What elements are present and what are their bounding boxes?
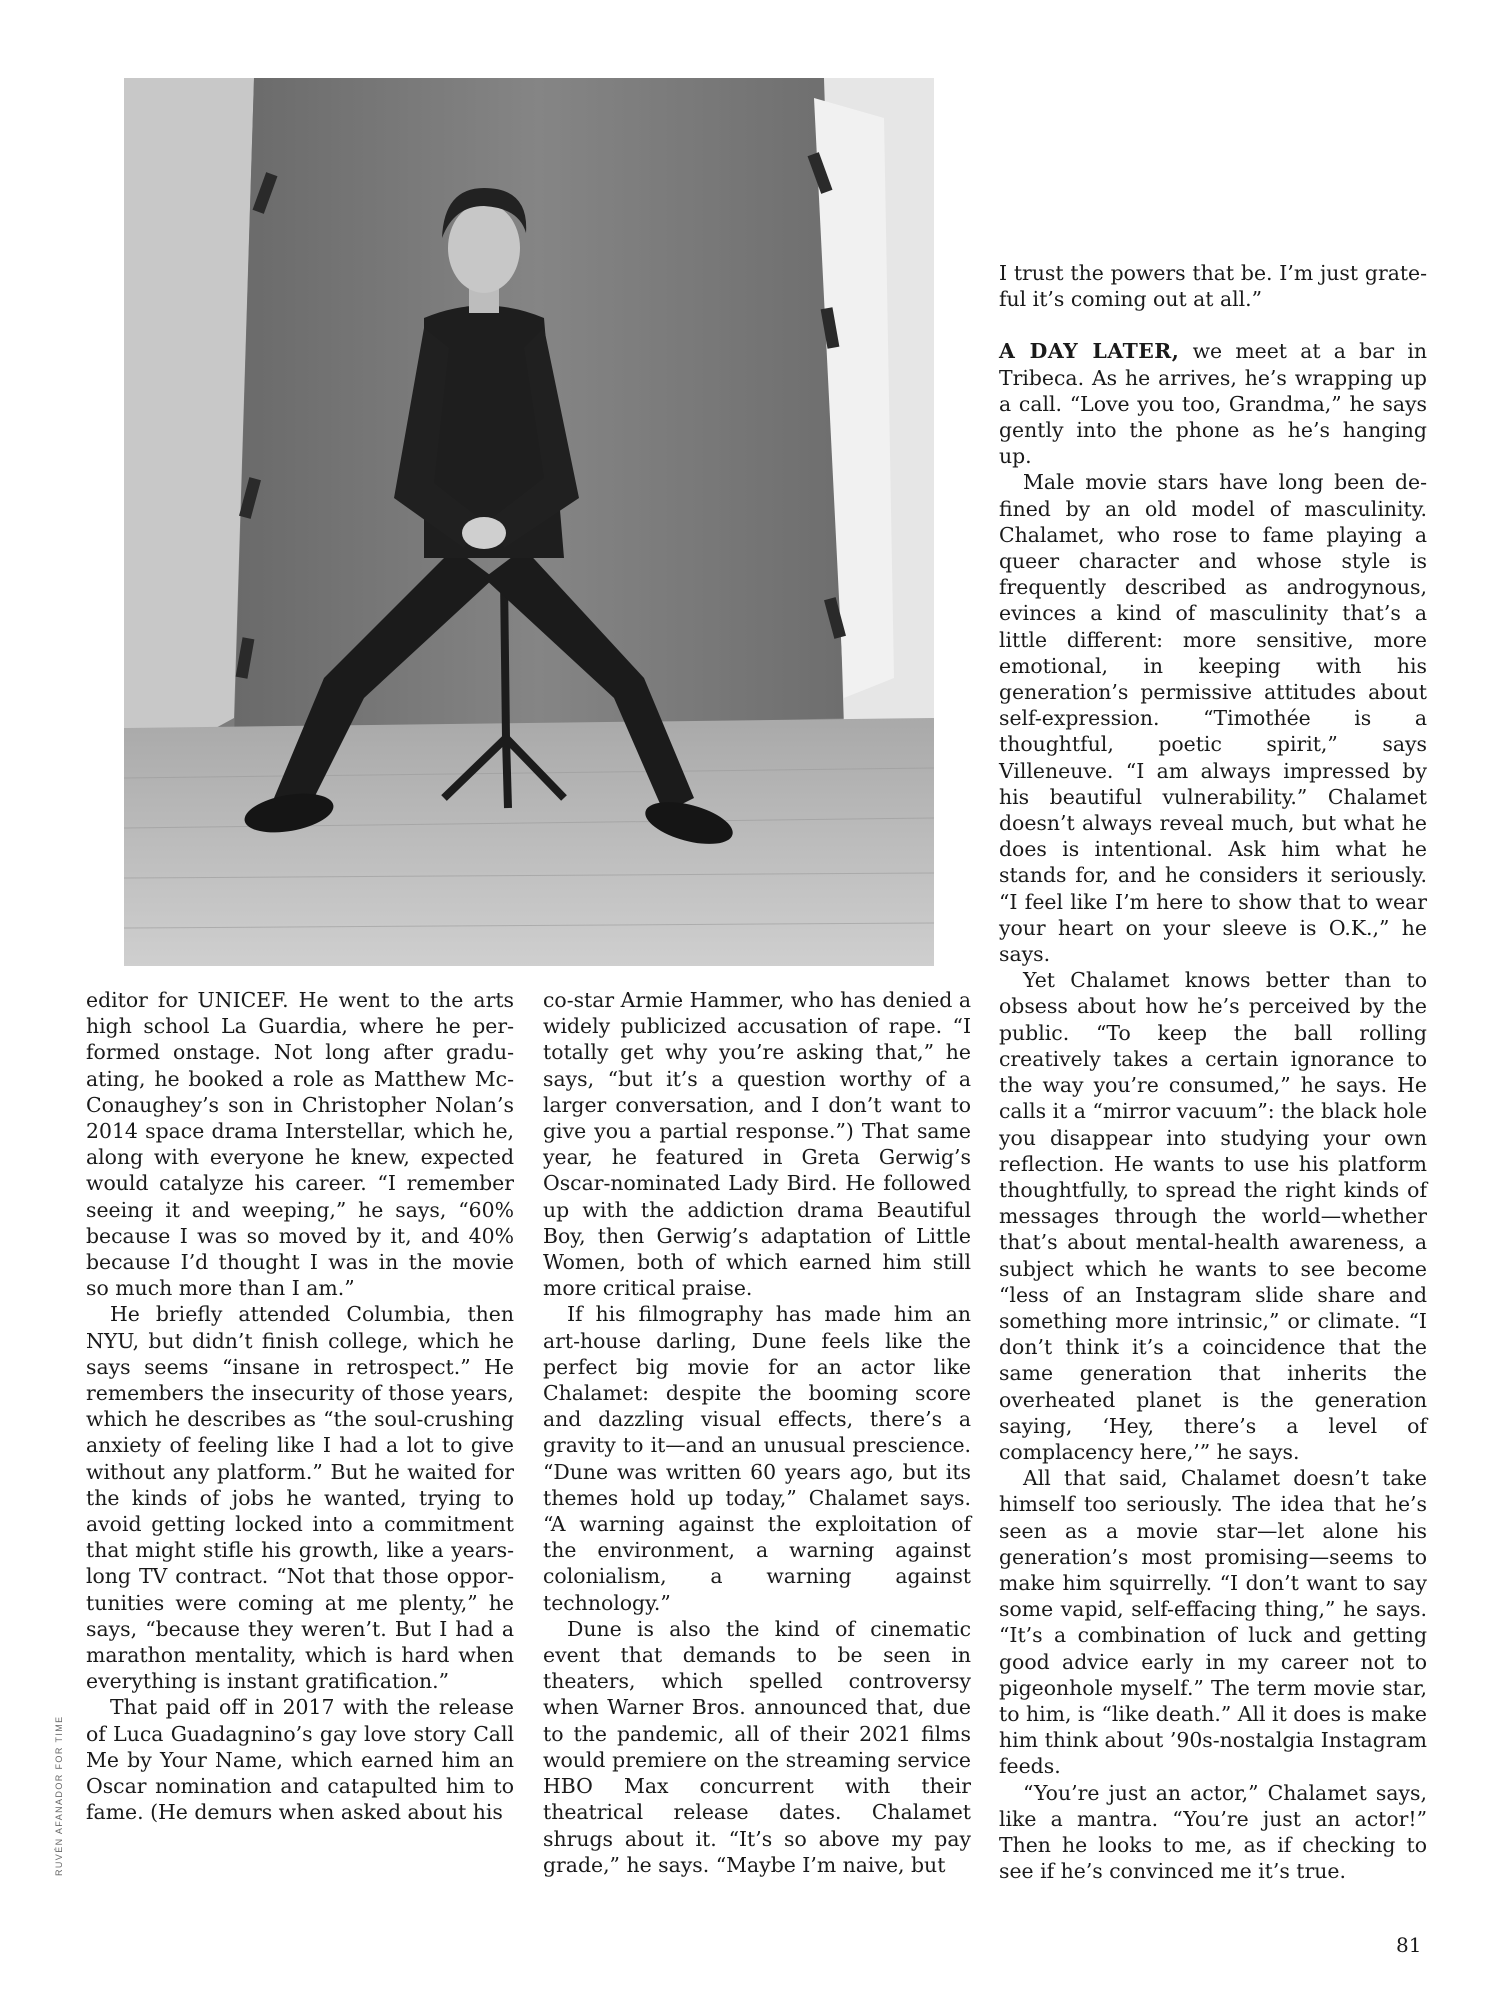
paragraph: He briefly attended Columbia, then NYU, but didn’t finish college, which he says seems “insane in retrospect.” He remembers the insecurity of those years, which he describes as “the soul-crushing anxiety of feeling like I had a lot to give without any platform.” But he waited for the kinds of jobs he wanted, trying to avoid getting locked into a commitment that might stifle his growth, like a years-long TV contract. “Not that those opportunities were coming at me plenty,” he says, “because they weren’t. But I had a marathon mentality, which is hard when everything is instant gratification.” [86,1302,514,1694]
paragraph: co-star Armie Hammer, who has denied a widely publicized accusation of rape. “I totally get why you’re asking that,” he says, “but it’s a question worthy of a larger conversation, and I don’t want to give you a partial response.”) That same year, he featured in Greta Gerwig’s Oscar-nominated Lady Bird. He followed up with the addiction drama Beautiful Boy, then Gerwig’s adaptation of Little Women, both of which earned him still more critical praise. [543,988,971,1301]
article-column-1 [86,987,514,1826]
article-column-2 [543,987,971,1878]
paragraph: I trust the powers that be. I’m just grateful it’s coming out at all.” [999,261,1427,312]
paragraph: “You’re just an actor,” Chalamet says, like a mantra. “You’re just an actor!” Then he looks to me, as if checking to see if he’s convinced me it’s true. [999,1780,1427,1884]
paragraph: All that said, Chalamet doesn’t take himself too seriously. The idea that he’s seen as a movie star—let alone his generation’s most promising—seems to make him squirrelly. “I don’t want to say some vapid, self-effacing thing,” he says. “It’s a combination of luck and getting good advice early in my career not to pigeonhole myself.” The term movie star, to him, is “like death.” All it does is make him think about ’90s-nostalgia Instagram feeds. [999,1466,1427,1779]
article-column-3 [999,260,1427,1884]
section-lead-in: A DAY LATER, [999,339,1180,364]
paragraph-text: we meet at a bar in Tribeca. As he arrives, he’s wrapping up a call. “Love you too, Grandma,” he says gently into the phone as he’s hanging up. [999,339,1427,469]
section-paragraph [999,338,1427,469]
paragraph: If his filmography has made him an art-house darling, Dune feels like the perfect big movie for an actor like Chalamet: despite the booming score and dazzling visual effects, there’s a gravity to it—and an unusual prescience. “Dune was written 60 years ago, but its themes hold up today,” Chalamet says. “A warning against the exploitation of the environment, a warning against colonialism, a warning against technology.” [543,1302,971,1615]
paragraph: Dune is also the kind of cinematic event that demands to be seen in theaters, which spelled controversy when Warner Bros. announced that, due to the pandemic, all of their 2021 films would premiere on the streaming service HBO Max concurrent with their theatrical release dates. Chalamet shrugs about it. “It’s so above my pay grade,” he says. “Maybe I’m naive, but [543,1616,971,1877]
portrait-photo [124,78,934,966]
paragraph: editor for UNICEF. He went to the arts high school La Guardia, where he performed onstage. Not long after graduating, he booked a role as Matthew McConaughey’s son in Christopher Nolan’s 2014 space drama Interstellar, which he, along with everyone he knew, expected would catalyze his career. “I remember seeing it and weeping,” he says, “60% because I was so moved by it, and 40% because I’d thought I was in the movie so much more than I am.” [86,988,514,1301]
paragraph: Male movie stars have long been defined by an old model of masculinity. Chalamet, who rose to fame playing a queer character and whose style is frequently described as androgynous, evinces a kind of masculinity that’s a little different: more sensitive, more emotional, in keeping with his generation’s permissive attitudes about self-expression. “Timothée is a thoughtful, poetic spirit,” says Villeneuve. “I am always impressed by his beautiful vulnerability.” Chalamet doesn’t always reveal much, but what he does is intentional. Ask him what he stands for, and he considers it seriously. “I feel like I’m here to show that to wear your heart on your sleeve is O.K.,” he says. [999,470,1427,967]
paragraph: Yet Chalamet knows better than to obsess about how he’s perceived by the public. “To keep the ball rolling creatively takes a certain ignorance to the way you’re consumed,” he says. He calls it a “mirror vacuum”: the black hole you disappear into studying your own reflection. He wants to use his platform thoughtfully, to spread the right kinds of messages through the world—whether that’s about mental-health awareness, a subject which he wants to see become “less of an Instagram slide share and something more intrinsic,” or climate. “I don’t think it’s a coincidence that the same generation that inherits the overheated planet is the generation saying, ‘Hey, there’s a level of complacency here,’” he says. [999,968,1428,1464]
portrait-photo-icon [124,78,934,966]
paragraph: That paid off in 2017 with the release of Luca Guadagnino’s gay love story Call Me by Your Name, which earned him an Oscar nomination and catapulted him to fame. (He demurs when asked about his [86,1695,514,1825]
photo-credit: RUVÉN AFANADOR FOR TIME [54,1715,64,1876]
page-number: 81 [1396,1933,1422,1957]
